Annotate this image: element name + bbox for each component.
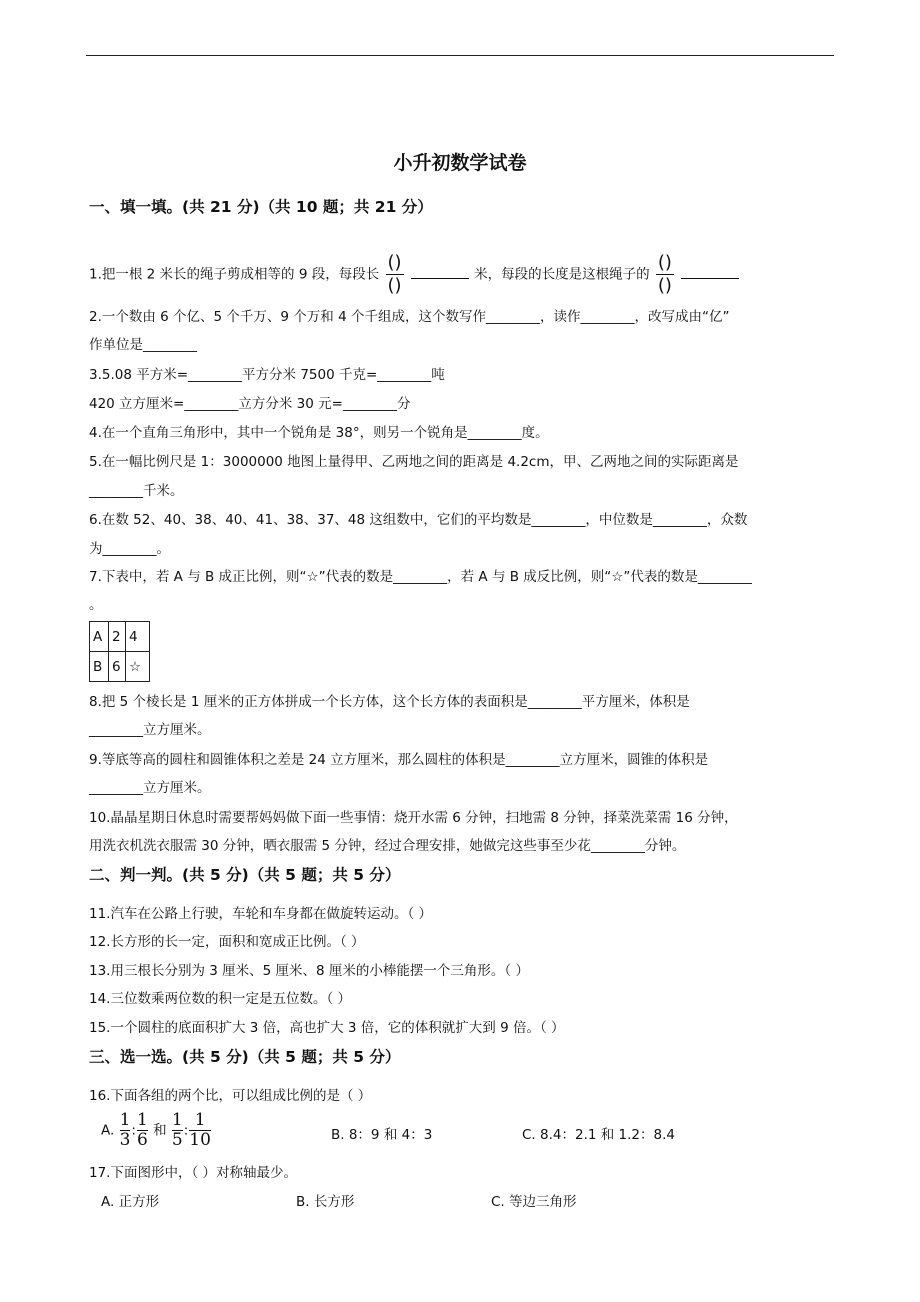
question-3-line1: 3.5.08 平方米=________平方分米 7500 千克=________吨 (89, 367, 445, 383)
question-15: 15.一个圆柱的底面积扩大 3 倍，高也扩大 3 倍，它的体积就扩大到 9 倍。（ ） (89, 1020, 565, 1036)
question-4: 4.在一个直角三角形中，其中一个锐角是 38°，则另一个锐角是________度。 (89, 425, 549, 441)
question-12: 12.长方形的长一定，面积和宽成正比例。（ ） (89, 934, 365, 950)
question-2-line2: 作单位是________ (89, 337, 197, 353)
ratio-colon: : (183, 1122, 189, 1139)
table-cell: B (90, 652, 109, 682)
question-6-line2: 为________。 (89, 541, 170, 557)
table-cell: ☆ (126, 652, 150, 682)
question-14: 14.三位数乘两位数的积一定是五位数。（ ） (89, 991, 352, 1007)
section1-heading: 一、填一填。(共 21 分)（共 10 题；共 21 分） (89, 198, 433, 216)
question-17-option-a[interactable]: A. 正方形 (101, 1194, 160, 1210)
section2-heading: 二、判一判。(共 5 分)（共 5 题；共 5 分） (89, 866, 401, 884)
question-10-line1: 10.晶晶星期日休息时需要帮妈妈做下面一些事情：烧开水需 6 分钟，扫地需 8 分钟，择菜洗菜需 16 分钟， (89, 810, 738, 826)
question-13: 13.用三根长分别为 3 厘米、5 厘米、8 厘米的小棒能摆一个三角形。（ ） (89, 963, 529, 979)
question-11: 11.汽车在公路上行驶，车轮和车身都在做旋转运动。（ ） (89, 906, 433, 922)
question-16-stem: 16.下面各组的两个比，可以组成比例的是（ ） (89, 1088, 372, 1104)
fraction: $\frac{1}{5}$ (171, 1110, 183, 1150)
ratio-table (89, 621, 150, 682)
question-10-line2: 用洗衣机洗衣服需 30 分钟，晒衣服需 5 分钟，经过合理安排，她做完这些事至少花________分钟。 (89, 838, 686, 854)
question-7-line1: 7.下表中，若 A 与 B 成正比例，则“☆”代表的数是________，若 A 与 B 成反比例，则“☆”代表的数是________ (89, 569, 752, 585)
answer-blank[interactable] (411, 265, 469, 279)
question-8-line2: ________立方厘米。 (89, 722, 211, 738)
question-6-line1: 6.在数 52、40、38、40、41、38、37、48 这组数中，它们的平均数是________，中位数是________，众数 (89, 512, 748, 528)
question-1 (89, 253, 740, 296)
question-17-option-c[interactable]: C. 等边三角形 (491, 1194, 577, 1210)
question-17-stem: 17.下面图形中，（ ）对称轴最少。 (89, 1165, 298, 1181)
table-row (90, 622, 150, 652)
fraction-blank[interactable]: () () (387, 252, 402, 296)
fraction-blank[interactable]: () () (657, 252, 672, 296)
question-3-line2: 420 立方厘米=________立方分米 30 元=________分 (89, 396, 411, 412)
question-16-option-b[interactable]: B. 8：9 和 4：3 (331, 1127, 433, 1143)
option-label: A. (101, 1122, 115, 1139)
question-5-line1: 5.在一幅比例尺是 1：3000000 地图上量得甲、乙两地之间的距离是 4.2cm，甲、乙两地之间的实际距离是 (89, 454, 739, 470)
question-2-line1: 2.一个数由 6 个亿、5 个千万、9 个万和 4 个千组成，这个数写作________，读作________，改写成由“亿” (89, 309, 730, 325)
table-cell: A (90, 622, 109, 652)
question-5-line2: ________千米。 (89, 483, 184, 499)
question-16-option-c[interactable]: C. 8.4：2.1 和 1.2：8.4 (522, 1127, 675, 1143)
table-cell: 6 (109, 652, 126, 682)
question-16-option-a[interactable] (101, 1112, 212, 1149)
fraction: $\frac{1}{10}$ (189, 1110, 211, 1150)
question-7-line2: 。 (89, 597, 103, 613)
question-9-line1: 9.等底等高的圆柱和圆锥体积之差是 24 立方厘米，那么圆柱的体积是________立方厘米，圆锥的体积是 (89, 752, 709, 768)
and-word: 和 (153, 1122, 167, 1139)
table-cell: 2 (109, 622, 126, 652)
question-9-line2: ________立方厘米。 (89, 780, 211, 796)
q1-text-a: 1.把一根 2 米长的绳子剪成相等的 9 段，每段长 (89, 266, 380, 283)
q1-text-b: 米，每段的长度是这根绳子的 (474, 266, 650, 283)
section3-heading: 三、选一选。(共 5 分)（共 5 题；共 5 分） (89, 1048, 401, 1066)
page-title: 小升初数学试卷 (393, 152, 527, 174)
question-17-option-b[interactable]: B. 长方形 (296, 1194, 355, 1210)
fraction: $\frac{1}{6}$ (136, 1110, 148, 1150)
header-rule (86, 55, 834, 56)
fraction: $\frac{1}{3}$ (119, 1110, 131, 1150)
table-cell: 4 (126, 622, 150, 652)
table-row (90, 652, 150, 682)
answer-blank[interactable] (681, 265, 739, 279)
question-8-line1: 8.把 5 个棱长是 1 厘米的正方体拼成一个长方体，这个长方体的表面积是________平方厘米，体积是 (89, 694, 690, 710)
ratio-colon: : (131, 1122, 136, 1139)
